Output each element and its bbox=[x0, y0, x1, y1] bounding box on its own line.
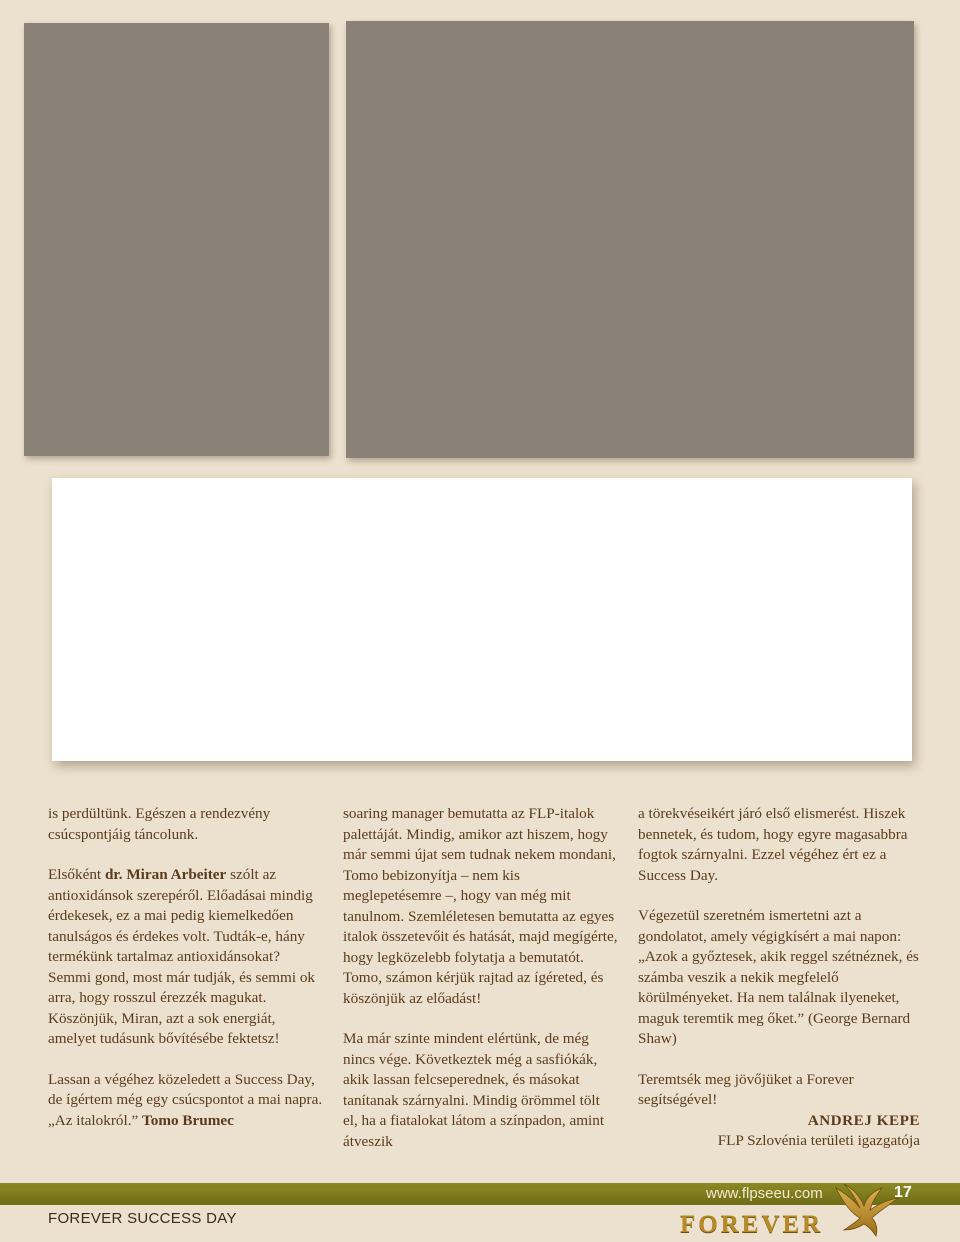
paragraph bbox=[48, 865, 323, 1050]
website-link[interactable]: www.flpseeu.com bbox=[706, 1185, 823, 1202]
text: Lassan a végéhez közeledett a Success Day, de ígértem még egy csúcspontot a mai napra. „Az italokról.” bbox=[48, 1070, 323, 1129]
photo-frame-bottom bbox=[52, 478, 912, 761]
paragraph: Ma már szinte mindent elértünk, de még nincs vége. Következtek még a sasfiókák, akik lassan felcseperednek, és másokat tanítanak szárnyalni. Mindig örömmel tölt el, ha a fiatalokat látom a színpadon, amint átveszik bbox=[343, 1030, 605, 1150]
text: szólt az antioxidánsok szerepéről. Előadásai mindig érdekesek, ez a mai pedig kiemelkedően tanulságos és érdekes volt. Tudták-e, hány termékünk tartalmaz antioxidánsokat? Semmi gond, most már tudják, és semmi ok arra, hogy rosszul érezzék magukat. Köszönjük, Miran, azt a sok energiát, amelyet tudásunk bővítésébe fektetsz! bbox=[48, 866, 316, 1047]
forever-logo-text: FOREVER bbox=[680, 1211, 824, 1238]
paragraph: soaring manager bemutatta az FLP-italok palettáját. Mindig, amikor azt hiszem, hogy már semmi újat sem tudnak nekem mondani, Tomo bebizonyítja – nem kis meglepetésemre –, hogy van még mit tanulnom. Szemléletesen bemutatta az egyes italok összetevőit és hatását, majd megígérte, hogy legközelebb folytatja a bemutatót. Tomo, számon kérjük rajtad az ígéreted, és köszönjük az előadást! bbox=[343, 805, 618, 1007]
photo-left bbox=[24, 23, 329, 456]
publication-name: FOREVER SUCCESS DAY bbox=[48, 1210, 237, 1227]
paragraph: a törekvéseikért járó első elismerést. Hiszek bennetek, és tudom, hogy egyre magasabbra fogtok szárnyalni. Ezzel végéhez ért ez a Success Day. bbox=[638, 805, 908, 884]
speaker-name: Tomo Brumec bbox=[142, 1111, 234, 1129]
signature-name: ANDREJ KEPE bbox=[807, 1111, 920, 1129]
paragraph: Végezetül szeretném ismertetni azt a gondolatot, amely végigkísért a mai napon: „Azok a győztesek, akik reggel szétnéznek, és számba veszik a nekik megfelelő körülményeket. Ha nem találnak ilyeneket, maguk teremtik meg őket.” (George Bernard Shaw) bbox=[638, 907, 919, 1047]
paragraph: Teremtsék meg jövőjüket a Forever segítségével! bbox=[638, 1070, 854, 1108]
signature-title: FLP Szlovénia területi igazgatója bbox=[717, 1132, 920, 1149]
article-column-3 bbox=[638, 804, 920, 1152]
paragraph bbox=[48, 1070, 323, 1132]
eagle-icon bbox=[832, 1178, 902, 1240]
paragraph: is perdültünk. Egészen a rendezvény csúcspontjáig táncolunk. bbox=[48, 805, 271, 843]
article-column-2 bbox=[343, 804, 618, 1152]
photo-right bbox=[346, 21, 914, 458]
page-number: 17 bbox=[894, 1184, 912, 1201]
article-column-1 bbox=[48, 804, 323, 1131]
speaker-name: dr. Miran Arbeiter bbox=[104, 866, 227, 883]
text: Elsőként bbox=[48, 866, 105, 883]
